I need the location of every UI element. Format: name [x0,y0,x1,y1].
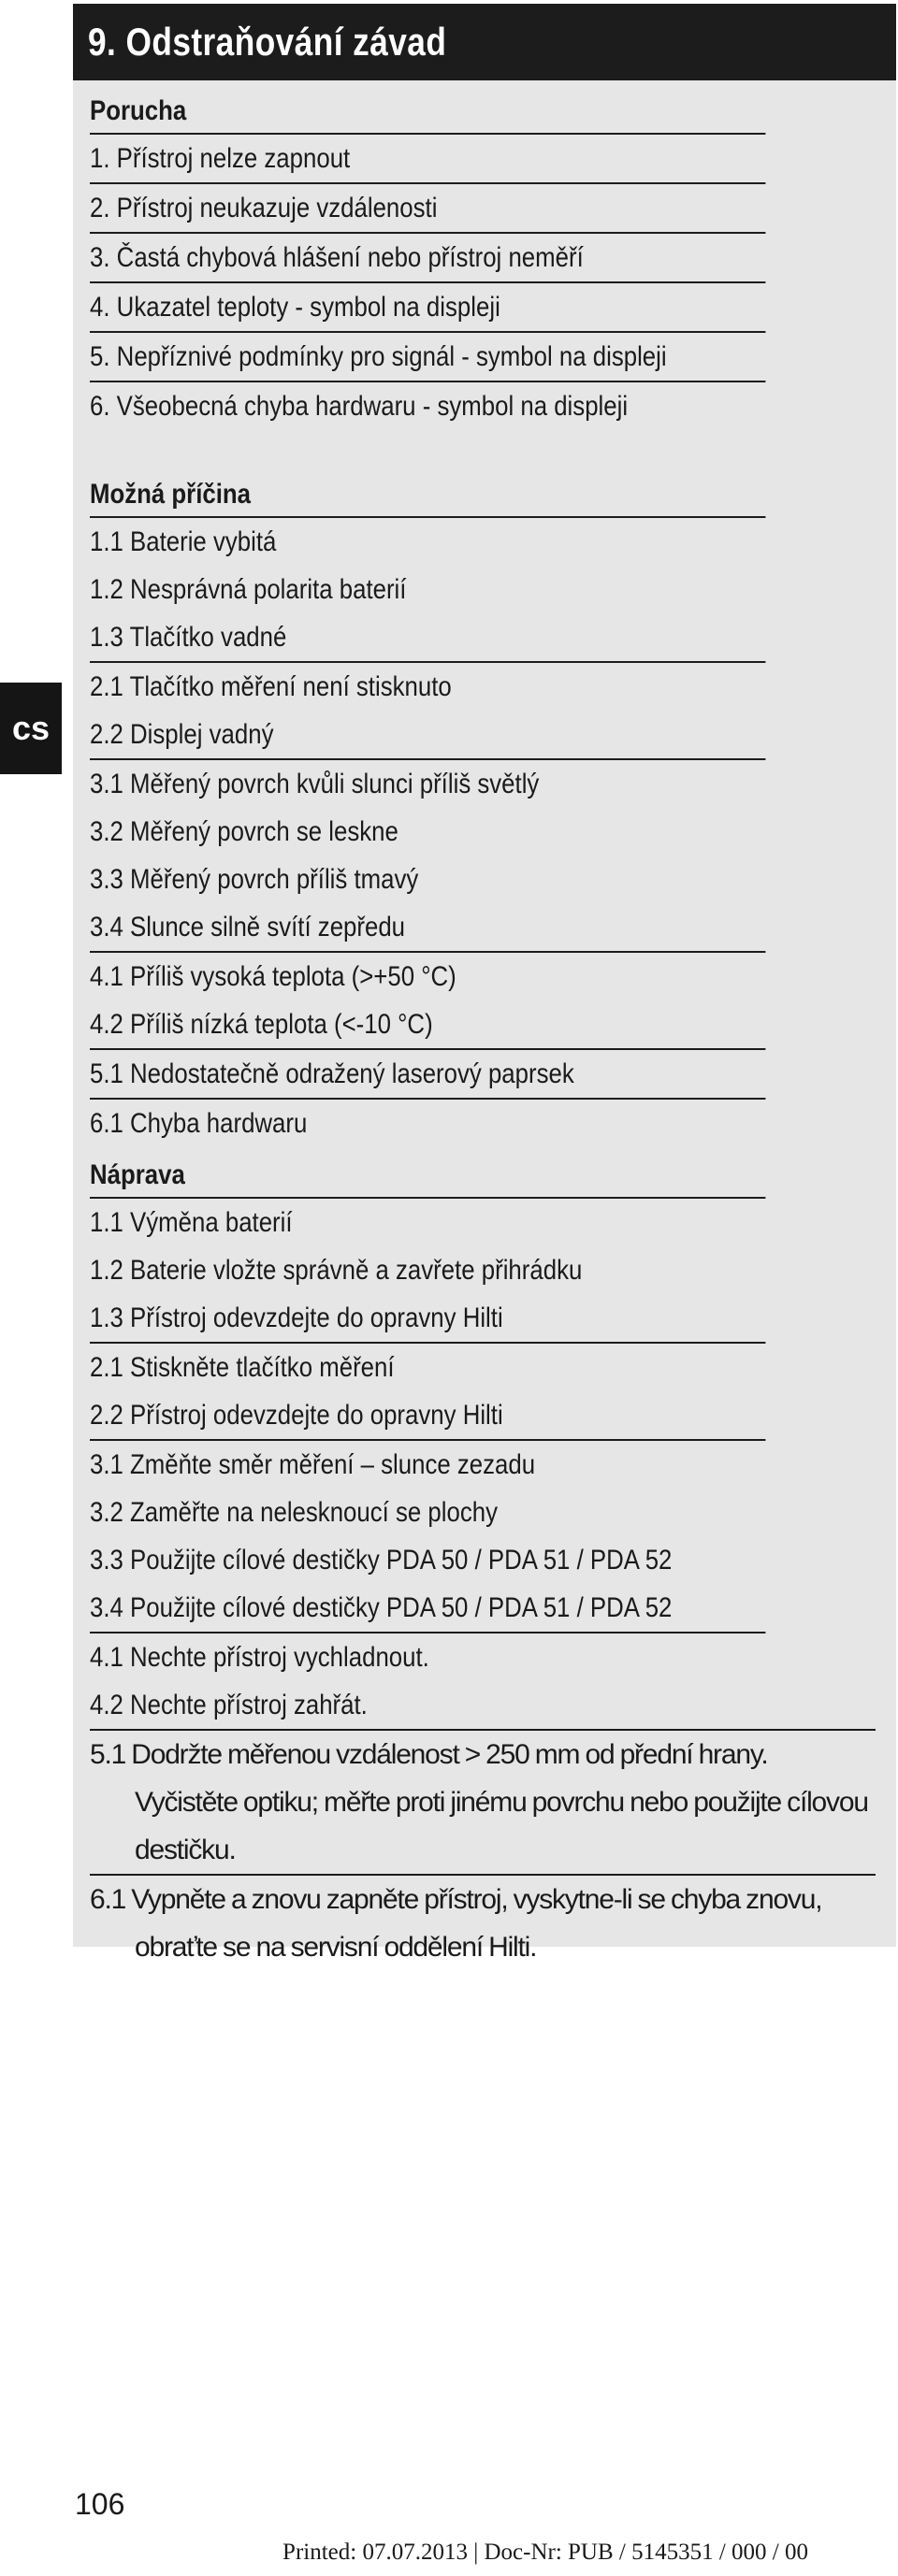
remedy-heading: Náprava [90,1159,185,1190]
remedy-item: 3.4 Použijte cílové destičky PDA 50 / PDA 51 / PDA 52 [90,1592,673,1623]
remedy-item: 4.2 Nechte přístroj zahřát. [90,1690,368,1720]
cause-item: 3.4 Slunce silně svítí zepředu [90,912,406,943]
fault-item: 2. Přístroj neukazuje vzdálenosti [90,182,765,232]
troubleshooting-panel [73,80,896,1963]
cause-item: 2.2 Displej vadný [90,719,274,750]
page-number: 106 [75,2487,125,2521]
remedy-item: 1.1 Výměna baterií [90,1197,765,1246]
remedy-item: 5.1 Dodržte měřenou vzdálenost > 250 mm od přední hrany. Vyčistěte optiku; měřte proti jinému povrchu nebo použijte cílovou destičku. [90,1729,876,1874]
cause-item: 1.2 Nesprávná polarita baterií [90,574,407,605]
cause-item: 4.1 Příliš vysoká teplota (>+50 °C) [90,951,765,1000]
fault-section [90,90,876,430]
language-tab: cs [0,683,62,774]
section-header [73,4,896,80]
remedy-item: 3.3 Použijte cílové destičky PDA 50 / PDA 51 / PDA 52 [90,1545,673,1576]
print-footer: Printed: 07.07.2013 | Doc-Nr: PUB / 5145351 / 000 / 00 [282,2540,808,2565]
cause-heading: Možná příčina [90,479,252,510]
remedy-item: 3.2 Zaměřte na nelesknoucí se plochy [90,1497,498,1528]
remedy-section [90,1154,876,1971]
remedy-item: 1.2 Baterie vložte správně a zavřete přihrádku [90,1255,583,1286]
fault-item: 5. Nepříznivé podmínky pro signál - symbol na displeji [90,331,765,381]
cause-item: 4.2 Příliš nízká teplota (<-10 °C) [90,1009,433,1040]
cause-item: 3.1 Měřený povrch kvůli slunci příliš světlý [90,758,765,808]
cause-item: 1.3 Tlačítko vadné [90,622,287,653]
fault-item: 4. Ukazatel teploty - symbol na displeji [90,281,765,331]
cause-item: 3.3 Měřený povrch příliš tmavý [90,864,419,895]
cause-section [90,473,876,1147]
cause-item: 1.1 Baterie vybitá [90,516,765,566]
cause-item: 6.1 Chyba hardwaru [90,1098,765,1147]
remedy-item: 2.2 Přístroj odevzdejte do opravny Hilti [90,1400,503,1431]
section-title: 9. Odstraňování závad [88,20,447,64]
cause-item: 2.1 Tlačítko měření není stisknuto [90,661,765,711]
cause-item: 3.2 Měřený povrch se leskne [90,816,398,847]
remedy-item: 3.1 Změňte směr měření – slunce zezadu [90,1439,765,1489]
remedy-item: 6.1 Vypněte a znovu zapněte přístroj, vyskytne-li se chyba znovu, obraťte se na servisní oddělení Hilti. [90,1874,876,1971]
remedy-item: 1.3 Přístroj odevzdejte do opravny Hilti [90,1302,503,1333]
remedy-item: 4.1 Nechte přístroj vychladnout. [90,1632,765,1681]
fault-item: 1. Přístroj nelze zapnout [90,133,765,182]
fault-item: 6. Všeobecná chyba hardwaru - symbol na displeji [90,381,765,430]
remedy-item: 2.1 Stiskněte tlačítko měření [90,1342,765,1391]
fault-heading: Porucha [90,95,187,126]
cause-item: 5.1 Nedostatečně odražený laserový paprsek [90,1048,765,1098]
fault-item: 3. Častá chybová hlášení nebo přístroj neměří [90,232,765,281]
